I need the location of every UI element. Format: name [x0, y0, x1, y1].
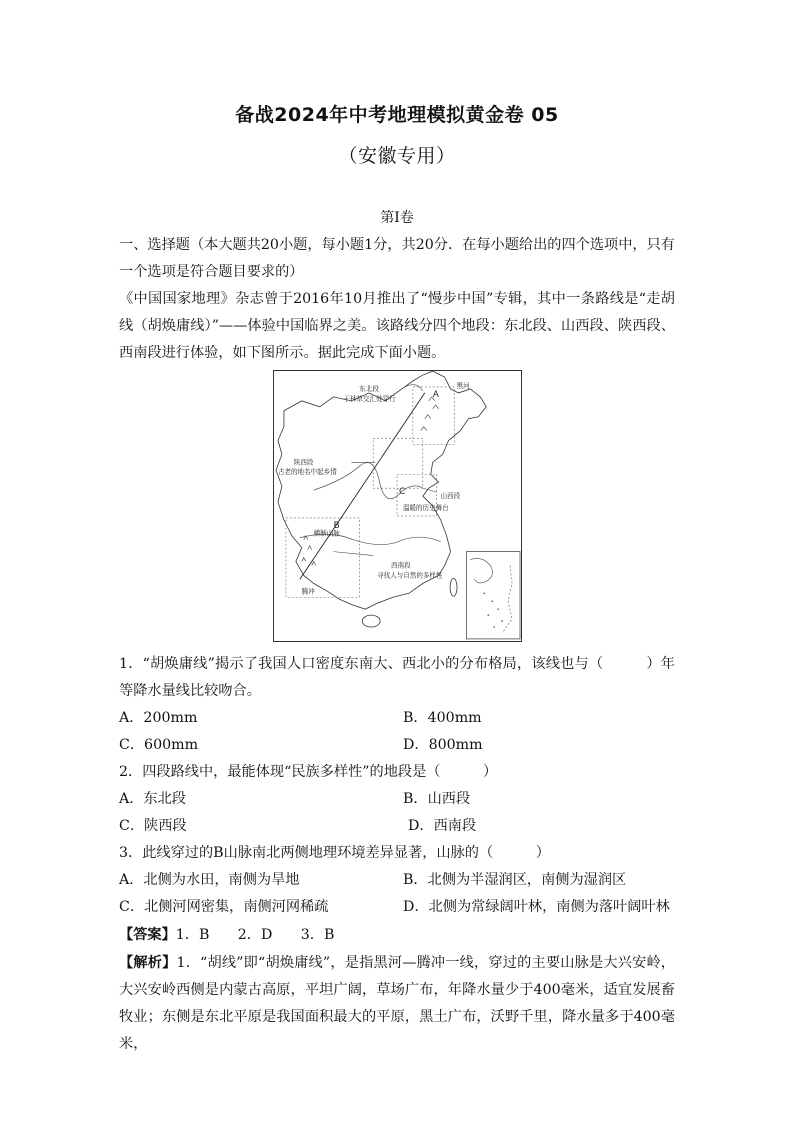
q2-option-d[interactable]: D．西南段	[408, 818, 477, 834]
hainan-island	[362, 615, 380, 627]
hengduan-mountains	[302, 536, 316, 566]
question-3-stem: 3．此线穿过的B山脉南北两侧地理环境差异显著，山脉的（ ）	[119, 845, 550, 861]
hu-huanyong-line	[300, 393, 425, 579]
q3-option-c[interactable]: C．北侧河网密集，南侧河网稀疏	[119, 899, 329, 915]
answer-text: 1．B 2．D 3．B	[175, 927, 335, 943]
point-b-label: B	[333, 520, 340, 531]
south-china-sea-inset	[466, 552, 520, 639]
q3-option-b[interactable]: B．北侧为半湿润区，南侧为湿润区	[403, 872, 627, 888]
shanxi-callout-arrow	[423, 488, 437, 492]
shanxi-segment-desc: 温暖的历史舞台	[402, 503, 449, 512]
daxinganling-mountains	[421, 397, 439, 431]
tengchong-label: 腾冲	[301, 587, 315, 596]
q2-option-c[interactable]: C．陕西段	[119, 818, 187, 834]
q3-option-d[interactable]: D．北侧为常绿阔叶林，南侧为落叶阔叶林	[403, 899, 670, 915]
q2-option-a[interactable]: A．东北段	[119, 791, 186, 807]
q1-option-b[interactable]: B．400mm	[403, 710, 482, 726]
sw-segment-desc: 寻找人与自然的多样性	[377, 571, 443, 580]
q1-option-d[interactable]: D．800mm	[403, 737, 483, 753]
q3-option-a[interactable]: A．北侧为水田，南侧为旱地	[119, 872, 300, 888]
analysis-block	[119, 950, 675, 1058]
shaanxi-segment-desc: 古老的地名中起乡情	[277, 468, 337, 477]
q2-option-b[interactable]: B．山西段	[403, 791, 471, 807]
analysis-text: 1．“胡线”即“胡焕庸线”，是指黑河—腾冲一线，穿过的主要山脉是大兴安岭，大兴安岭西侧是内蒙古高原，平坦广阔，草场广布，年降水量少于400毫米，适宜发展畜牧业；东侧是东北平原是我国面积最大的平原，黑土广布，沃野千里，降水量多于400毫米，	[119, 955, 675, 1052]
sw-callout-arrow	[334, 552, 374, 556]
ne-segment-desc: 于林草交汇处穿行	[343, 394, 396, 403]
shaanxi-segment-label: 陕西段	[293, 458, 314, 467]
point-c-label: C	[398, 487, 406, 498]
page-title: 备战2024年中考地理模拟黄金卷 05	[235, 104, 559, 126]
hu-line-map	[273, 370, 522, 642]
section-intro: 一、选择题（本大题共20小题，每小题1分，共20分．在每小题给出的四个选项中，只有一个选项是符合题目要求的）	[119, 237, 675, 280]
heihe-label: 黑河	[456, 381, 470, 390]
answer-label: 【答案】	[119, 927, 176, 943]
question-1-stem: 1．“胡焕庸线”揭示了我国人口密度东南大、西北小的分布格局，该线也与（ ）年等降水量线比较吻合。	[119, 656, 675, 699]
taiwan-island	[450, 578, 457, 596]
point-a-label: A	[432, 389, 439, 400]
shanxi-segment-label: 山西段	[440, 492, 461, 501]
reading-passage: 《中国国家地理》杂志曾于2016年10月推出了“慢步中国”专辑，其中一条路线是“走胡线（胡焕庸线）”——体验中国临界之美。该路线分四个地段：东北段、山西段、陕西段、西南段进行体验，如下图所示。据此完成下面小题。	[119, 291, 675, 361]
analysis-label: 【解析】	[119, 955, 177, 971]
hengduan-label: 横断山脉	[313, 529, 340, 538]
volume-heading: 第Ⅰ卷	[380, 210, 414, 226]
map-svg	[274, 371, 521, 641]
ne-segment-label: 东北段	[359, 384, 379, 393]
shaanxi-segment-box	[373, 439, 423, 489]
ne-callout-arrow	[405, 385, 423, 391]
q1-option-c[interactable]: C．600mm	[119, 737, 199, 753]
q1-option-a[interactable]: A．200mm	[119, 710, 198, 726]
question-2-stem: 2．四段路线中，最能体现“民族多样性”的地段是（ ）	[119, 764, 498, 780]
answer-line	[119, 925, 334, 945]
sw-segment-label: 西南段	[391, 561, 411, 570]
page-subtitle: （安徽专用）	[338, 145, 456, 167]
